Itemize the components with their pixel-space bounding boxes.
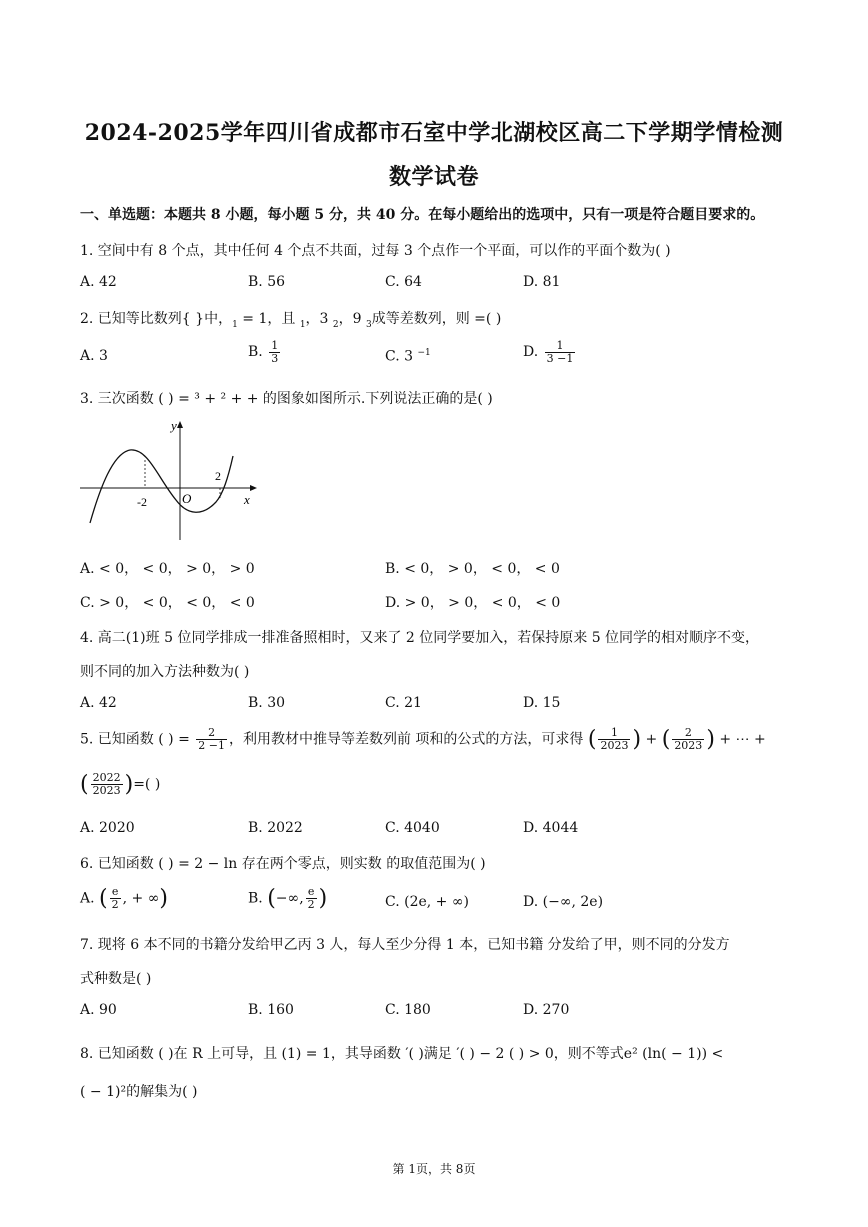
question-1-stem: 1. 空间中有 8 个点，其中任何 4 个点不共面，过每 3 个点作一个平面，可以作的平面个数为( ) <box>80 243 671 259</box>
q5-option-c: C. 4040 <box>385 820 440 836</box>
question-3-stem: 3. 三次函数 ( ) = ³ + ² + + 的图象如图所示.下列说法正确的是( ) <box>80 391 493 407</box>
y-axis-arrow <box>177 421 183 428</box>
question-8-stem-line2: ( − 1)²的解集为( ) <box>80 1084 198 1100</box>
q2-option-a: A. 3 <box>80 348 108 364</box>
q2-d-label: D. <box>523 344 543 361</box>
question-6-stem: 6. 已知函数 ( ) = 2 − ln 存在两个零点，则实数 的取值范围为( ) <box>80 856 486 872</box>
q6-b-fraction <box>306 886 317 910</box>
q2-d-fraction <box>545 340 576 364</box>
q6-a-fraction <box>110 886 121 910</box>
q5-text-1: 5. 已知函数 ( ) = <box>80 731 190 748</box>
question-7-stem-line1: 7. 现将 6 本不同的书籍分发给甲乙丙 3 人，每人至少分得 1 本，已知书籍 分发给了甲，则不同的分发方 <box>80 937 730 953</box>
q5-option-a: A. 2020 <box>80 820 135 836</box>
q5-t3-den: 2023 <box>92 784 121 797</box>
q2-b-num: 1 <box>271 339 279 352</box>
q4-option-d: D. 15 <box>523 695 561 711</box>
question-7-stem-line2: 式种数是( ) <box>80 971 152 987</box>
q1-option-b: B. 56 <box>248 274 286 290</box>
q6-option-a: A. ( $\frac{e}{2}$ , + ∞) <box>80 885 168 911</box>
q4-option-a: A. 42 <box>80 695 117 711</box>
q2-option-c <box>385 348 431 365</box>
tick-label-neg2: -2 <box>137 495 147 509</box>
q2-c-label: C. 3 <box>385 348 418 365</box>
q6-b-den: 2 <box>307 898 315 911</box>
q6-a-num: e <box>110 886 121 899</box>
tick-label-2: 2 <box>215 469 221 483</box>
q5-equals: =( ) <box>133 776 161 793</box>
q6-a-tail: , + ∞ <box>122 890 160 907</box>
q1-option-d: D. 81 <box>523 274 561 290</box>
q2-text-2: = 1，且 <box>237 311 300 327</box>
q2-option-b <box>248 340 282 364</box>
q2-b-den: 3 <box>271 351 279 365</box>
q7-option-b: B. 160 <box>248 1002 294 1018</box>
q6-option-b: B. (−∞, $\frac{e}{2}$ ) <box>248 885 328 911</box>
origin-label: O <box>182 491 192 506</box>
q5-plus: + <box>645 731 658 748</box>
q5-text-2: ，利用教材中推导等差数列前 项和的公式的方法，可求得 <box>228 731 584 748</box>
q2-sub-4: 3 <box>366 319 372 330</box>
q2-sub-1: 1 <box>232 319 238 330</box>
exam-subtitle: 数学试卷 <box>388 164 479 190</box>
q5-term-2 <box>672 727 704 751</box>
q5-t2-den: 2023 <box>674 739 703 752</box>
q2-text-5: 成等差数列，则 =( ) <box>371 311 502 327</box>
q5-t2-num: 2 <box>672 727 704 740</box>
q5-t1-num: 1 <box>598 727 630 740</box>
q1-option-a: A. 42 <box>80 274 117 290</box>
q2-c-sup: −1 <box>417 348 431 358</box>
q6-a-den: 2 <box>111 898 119 911</box>
q6-a-label: A. <box>80 890 100 907</box>
x-axis-arrow <box>250 485 257 491</box>
q7-option-d: D. 270 <box>523 1002 570 1018</box>
q3-option-a: A. < 0， < 0， > 0， > 0 <box>80 561 255 577</box>
q3-option-d: D. > 0， > 0， < 0， < 0 <box>385 595 561 611</box>
x-axis-label: x <box>244 492 250 507</box>
q5-option-d: D. 4044 <box>523 820 579 836</box>
q3-option-b: B. < 0， > 0， < 0， < 0 <box>385 561 560 577</box>
q2-text-1: 2. 已知等比数列{ }中， <box>80 311 233 327</box>
q6-b-num: e <box>306 886 317 899</box>
q2-d-num: 1 <box>545 340 576 353</box>
question-2-stem <box>80 308 501 330</box>
question-5-stem-line2: ( $\frac{2022}{2023}$ )=( ) <box>80 771 161 797</box>
question-5-stem-line1: 5. 已知函数 ( ) = $\frac{2}{2 -1}$ ，利用教材中推导等差数列前 项和的公式的方法，可求得 ( $\frac{1}{2023}$ ) + ( $\frac{2}{2023}$ ) + ⋯ + <box>80 726 766 752</box>
q3-option-c: C. > 0， < 0， < 0， < 0 <box>80 595 255 611</box>
cubic-function-graph <box>78 418 258 543</box>
question-8-stem-line1: 8. 已知函数 ( )在 R 上可导，且 (1) = 1，其导函数 ′( )满足 ′( ) − 2 ( ) > 0，则不等式e² (ln( − 1)) < <box>80 1046 724 1062</box>
q5-t1-den: 2023 <box>600 739 629 752</box>
q5-f-num: 2 <box>196 727 227 740</box>
q6-option-c: C. (2e, + ∞) <box>385 894 469 910</box>
question-4-stem-line1: 4. 高二(1)班 5 位同学排成一排准备照相时，又来了 2 位同学要加入，若保持原来 5 位同学的相对顺序不变， <box>80 630 760 646</box>
q2-text-3: ，3 <box>305 311 333 327</box>
q4-option-b: B. 30 <box>248 695 286 711</box>
q5-option-b: B. 2022 <box>248 820 303 836</box>
q6-b-left: −∞, <box>275 890 304 907</box>
exam-title: 2024-2025学年四川省成都市石室中学北湖校区高二下学期学情检测 <box>84 120 784 146</box>
y-axis-label: y <box>171 418 177 433</box>
q4-option-c: C. 21 <box>385 695 422 711</box>
cubic-curve <box>90 450 233 523</box>
q2-sub-2: 1 <box>299 319 306 330</box>
section-heading: 一、单选题：本题共 8 小题，每小题 5 分，共 40 分。在每小题给出的选项中，只有一项是符合题目要求的。 <box>80 207 765 223</box>
q7-option-a: A. 90 <box>80 1002 117 1018</box>
q7-option-c: C. 180 <box>385 1002 431 1018</box>
q2-sub-3: 2 <box>332 319 339 330</box>
q5-term-3 <box>91 772 123 796</box>
q2-b-label: B. <box>248 344 268 361</box>
q2-d-den: 3 −1 <box>546 351 574 365</box>
q5-ellipsis: + ⋯ + <box>719 731 766 748</box>
q6-option-d: D. (−∞, 2e) <box>523 894 604 910</box>
page-footer: 第 1页，共 8页 <box>392 1162 476 1176</box>
q1-option-c: C. 64 <box>385 274 422 290</box>
q2-text-4: ，9 <box>338 311 366 327</box>
q6-b-label: B. <box>248 890 268 907</box>
q5-function-fraction <box>196 727 227 751</box>
q5-t3-num: 2022 <box>92 771 121 785</box>
q5-f-den: 2 −1 <box>198 739 225 752</box>
q2-b-fraction <box>269 340 280 364</box>
q2-option-d <box>523 340 577 364</box>
question-4-stem-line2: 则不同的加入方法种数为( ) <box>80 664 250 680</box>
q5-term-1 <box>598 727 630 751</box>
